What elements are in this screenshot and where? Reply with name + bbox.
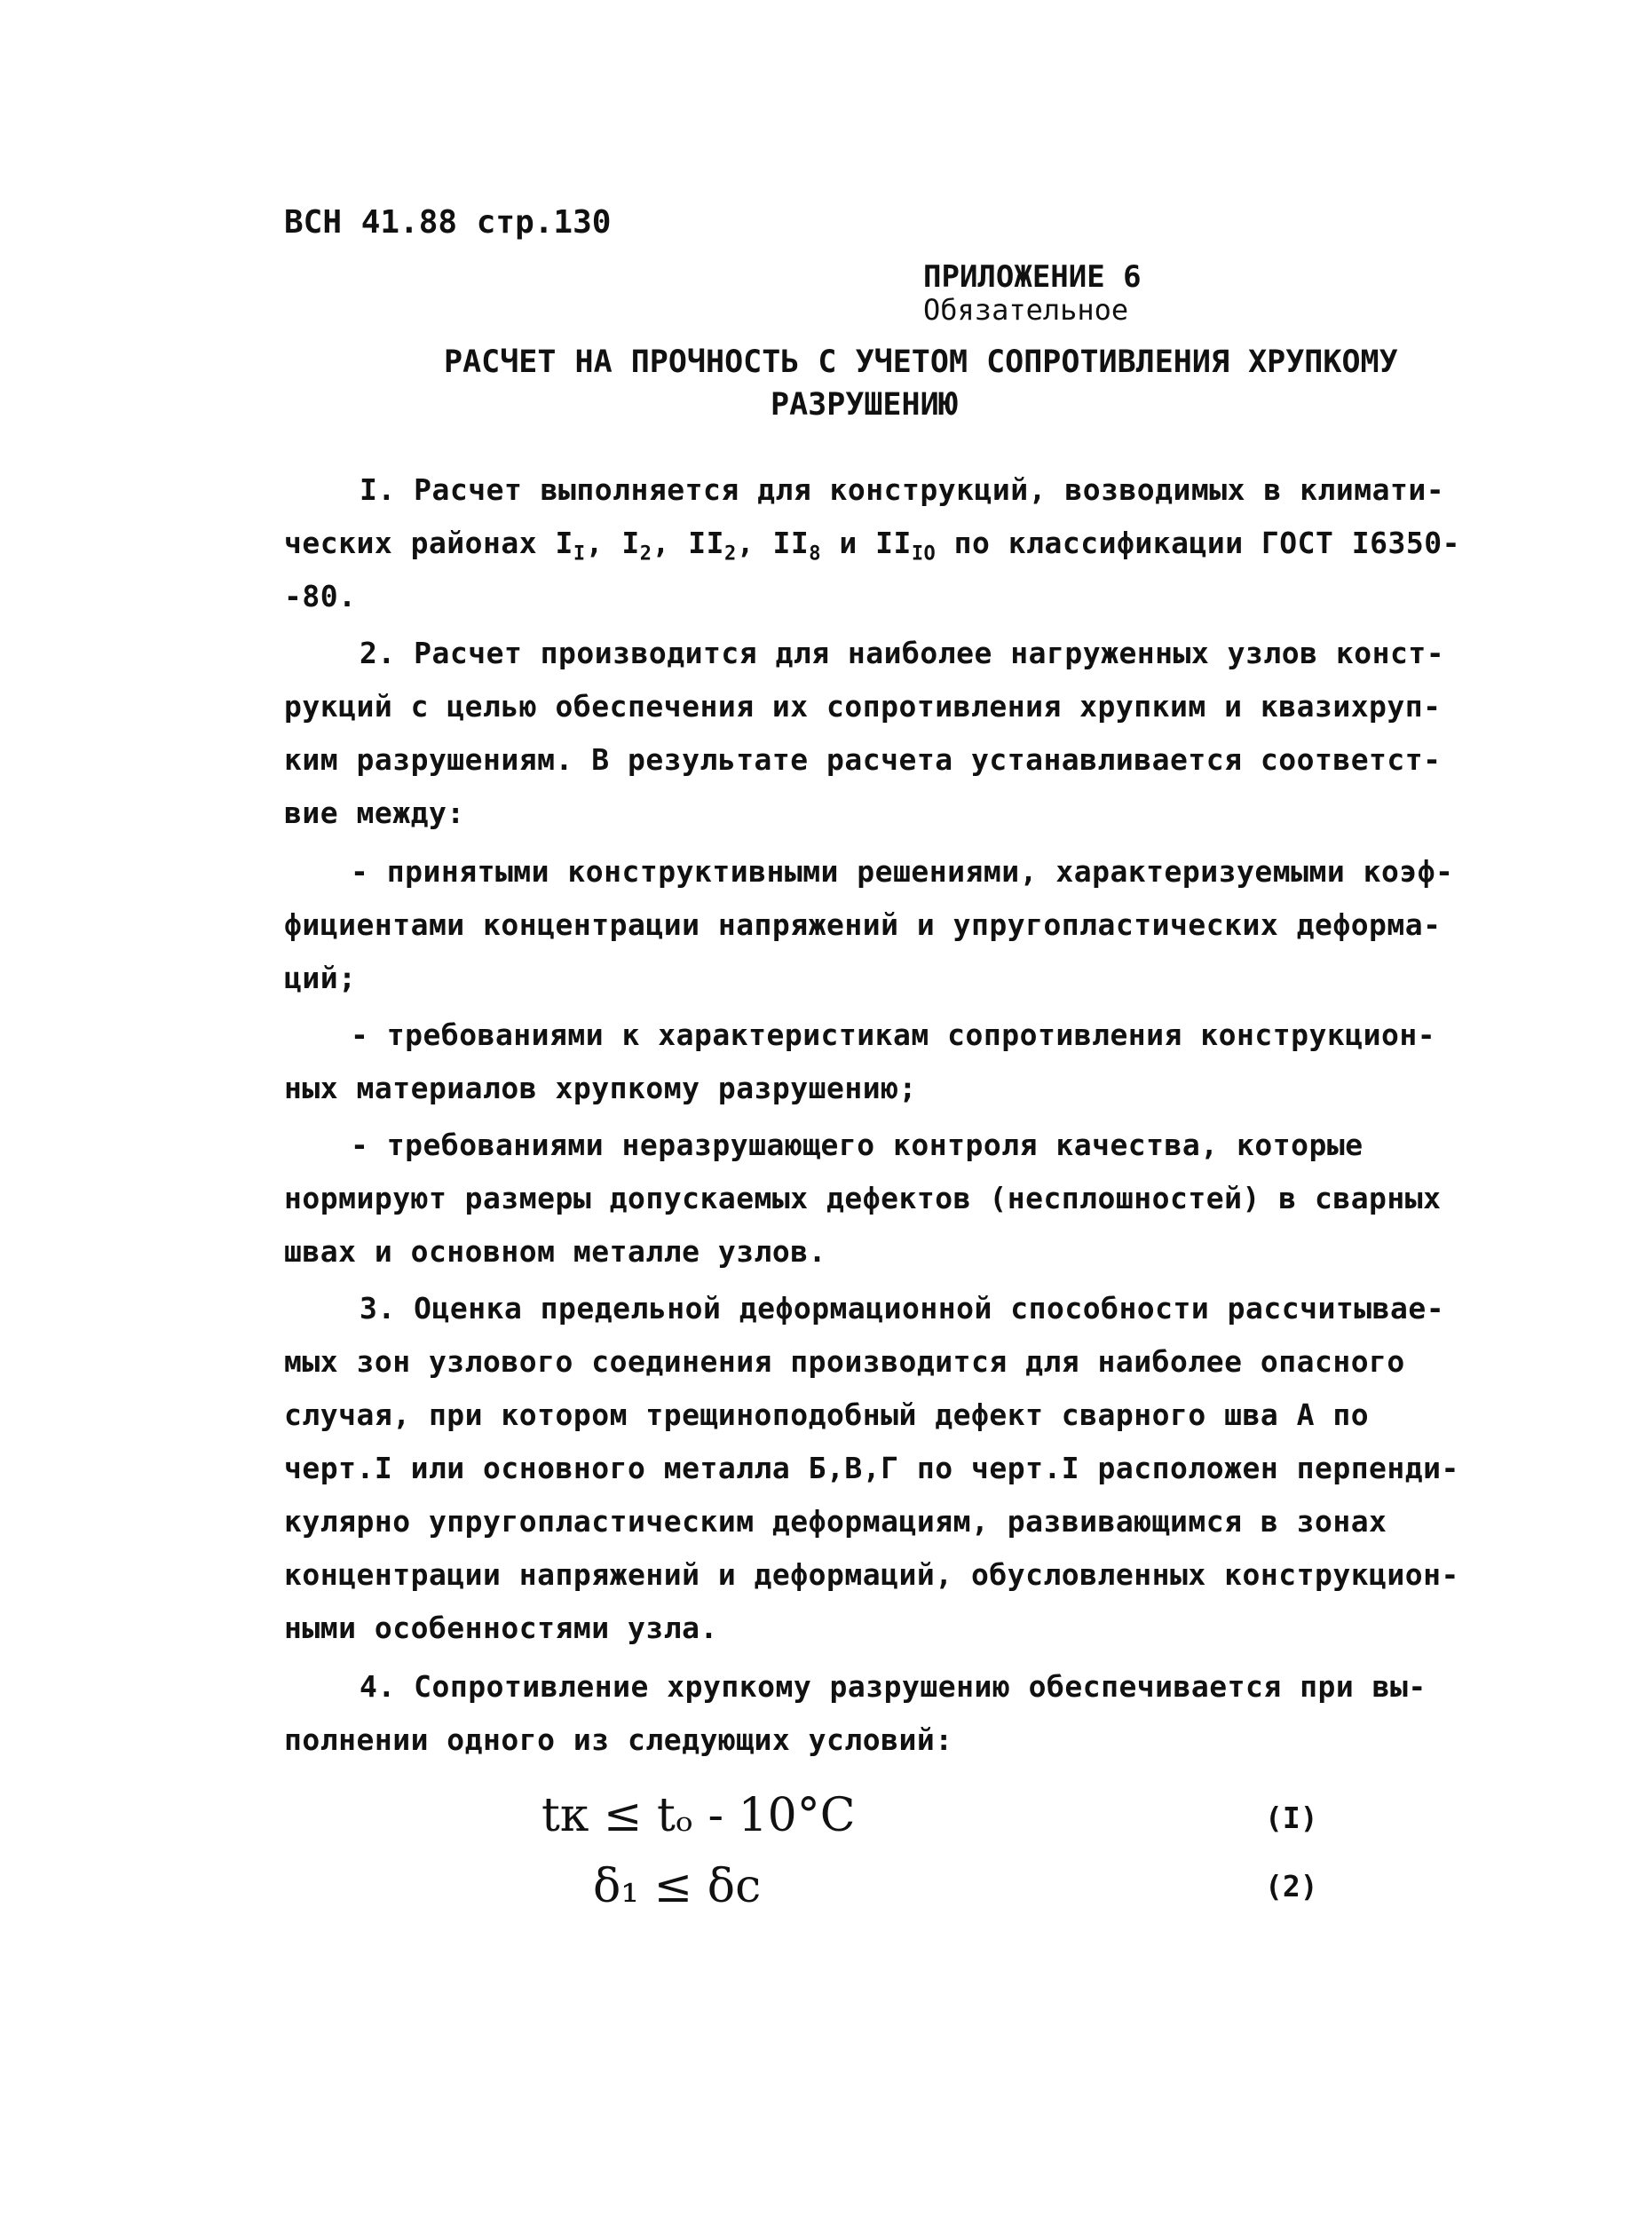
text-segment: , II: [652, 526, 724, 560]
subscript: IO: [911, 542, 937, 566]
paragraph-line: -80.: [284, 579, 357, 613]
paragraph-line-with-subscripts: [284, 526, 1460, 566]
paragraph-line: ким разрушениям. В результате расчета устанавливается соответст-: [284, 742, 1442, 777]
paragraph-line: I. Расчет выполняется для конструкций, возводимых в климати-: [360, 472, 1445, 507]
subscript: I: [573, 542, 586, 566]
text-segment: , II: [736, 526, 810, 560]
section-title-line-1: РАСЧЕТ НА ПРОЧНОСТЬ С УЧЕТОМ СОПРОТИВЛЕНИЯ ХРУПКОМУ: [444, 344, 1398, 380]
annex-subtitle: Обязательное: [923, 293, 1129, 327]
subscript: 8: [809, 542, 821, 566]
paragraph-line: черт.I или основного металла Б,В,Г по черт.I расположен перпенди-: [284, 1451, 1459, 1485]
list-item-line: - требованиями неразрушающего контроля качества, которые: [351, 1128, 1363, 1162]
paragraph-line: 3. Оценка предельной деформационной способности рассчитывае-: [360, 1291, 1445, 1326]
paragraph-line: рукций с целью обеспечения их сопротивления хрупким и квазихруп-: [284, 689, 1442, 724]
list-item-line: - принятыми конструктивными решениями, характеризуемыми коэф-: [351, 854, 1454, 889]
list-item-line: швах и основном металле узлов.: [284, 1234, 827, 1269]
subscript: 2: [639, 542, 652, 566]
list-item-line: фициентами концентрации напряжений и упругопластических деформа-: [284, 907, 1442, 942]
paragraph-line: ными особенностями узла.: [284, 1611, 718, 1645]
formula-1-number: (I): [1265, 1801, 1318, 1835]
paragraph-line: кулярно упругопластическим деформациям, развивающимся в зонах: [284, 1504, 1387, 1539]
paragraph-line: случая, при котором трещиноподобный дефект сварного шва А по: [284, 1397, 1370, 1432]
list-item-line: ных материалов хрупкому разрушению;: [284, 1071, 917, 1105]
list-item-line: нормируют размеры допускаемых дефектов (несплошностей) в сварных: [284, 1181, 1442, 1215]
subscript: 2: [723, 542, 737, 566]
paragraph-line: мых зон узлового соединения производится для наиболее опасного: [284, 1344, 1405, 1379]
list-item-line: - требованиями к характеристикам сопротивления конструкцион-: [351, 1017, 1436, 1052]
formula-2: δ₁ ≤ δc: [593, 1860, 762, 1913]
document-header: ВСН 41.88 стр.130: [284, 204, 612, 241]
paragraph-line: 4. Сопротивление хрупкому разрушению обеспечивается при вы-: [360, 1669, 1427, 1704]
formula-2-number: (2): [1265, 1869, 1318, 1904]
text-segment: и II: [820, 526, 912, 560]
annex-title: ПРИЛОЖЕНИЕ 6: [923, 259, 1142, 295]
paragraph-line: вие между:: [284, 795, 465, 830]
paragraph-line: концентрации напряжений и деформаций, обусловленных конструкцион-: [284, 1557, 1459, 1592]
text-segment: по классификации ГОСТ I6350-: [936, 526, 1460, 560]
text-segment: ческих районах I: [284, 526, 573, 560]
text-segment: , I: [585, 526, 640, 560]
paragraph-line: полнении одного из следующих условий:: [284, 1722, 953, 1757]
section-title-line-2: РАЗРУШЕНИЮ: [771, 387, 958, 423]
list-item-line: ций;: [284, 961, 357, 995]
formula-1: tк ≤ tₒ - 10°C: [541, 1789, 856, 1842]
paragraph-line: 2. Расчет производится для наиболее нагруженных узлов конст-: [360, 636, 1445, 670]
